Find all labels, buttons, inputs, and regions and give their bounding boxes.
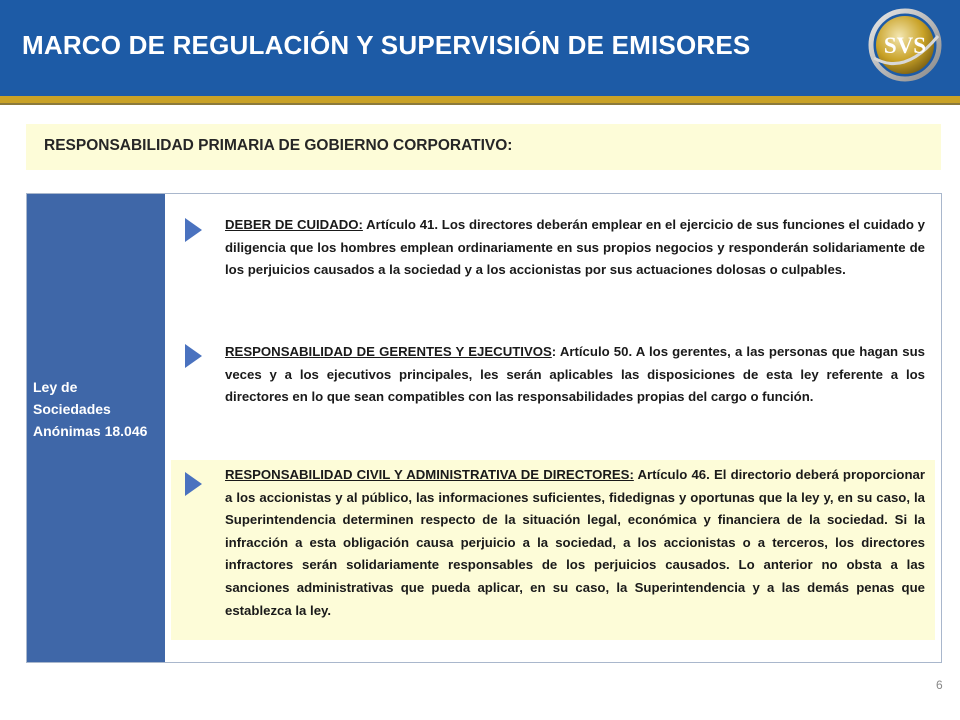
list-item-responsabilidad-civil: [225, 464, 925, 622]
law-column: [27, 194, 165, 662]
header-gold-rule: [0, 96, 960, 103]
content-panel: [26, 193, 942, 663]
item-text: Artículo 41. Los directores deberán emplear en el ejercicio de sus funciones el cuidado y diligencia que los hombres emplean ordinariamente en sus propios negocios y responderán solidariamente de los perjuicios causados a la sociedad y a los accionistas por sus actuaciones dolosas o culpables.: [225, 217, 925, 278]
item-text: Artículo 46. El directorio deberá proporcionar a los accionistas y al público, las informaciones suficientes, fidedignas y oportunas que la ley y, en su caso, la Superintendencia determinen respecto de la situación legal, económica y financiera de la sociedad. Si la infracción a esta obligación causa perjuicio a la sociedad, a los accionistas o a terceros, los directores infractores serán solidariamente responsables de los perjuicios causados. Lo anterior no obsta a las sanciones administrativas que pueda aplicar, en su caso, la Superintendencia y a las demás penas que establezca la ley.: [225, 467, 925, 618]
page-number: 6: [936, 678, 943, 692]
item-key: RESPONSABILIDAD CIVIL Y ADMINISTRATIVA DE DIRECTORES:: [225, 467, 634, 482]
law-label: Ley de Sociedades Anónimas 18.046: [33, 379, 148, 439]
svs-logo: [866, 6, 944, 84]
item-text: : Artículo 50. A los gerentes, a las personas que hagan sus veces y a los ejecutivos principales, les serán aplicables las disposiciones de esta ley referente a los directores en lo que sean compatibles con las responsabilidades propias del cargo o función.: [225, 344, 925, 405]
list-item-gerentes-ejecutivos: [225, 341, 925, 409]
list-item-deber-de-cuidado: [225, 214, 925, 282]
triangle-bullet-icon: [185, 344, 202, 368]
section-heading: RESPONSABILIDAD PRIMARIA DE GOBIERNO CORPORATIVO:: [44, 137, 513, 154]
header-band: [0, 0, 960, 96]
header-dark-rule: [0, 103, 960, 105]
logo-text: SVS: [883, 33, 927, 58]
section-heading-bar: [26, 124, 941, 170]
triangle-bullet-icon: [185, 472, 202, 496]
page-title: MARCO DE REGULACIÓN Y SUPERVISIÓN DE EMISORES: [22, 30, 751, 60]
item-key: DEBER DE CUIDADO:: [225, 217, 363, 232]
item-key: RESPONSABILIDAD DE GERENTES Y EJECUTIVOS: [225, 344, 552, 359]
triangle-bullet-icon: [185, 218, 202, 242]
